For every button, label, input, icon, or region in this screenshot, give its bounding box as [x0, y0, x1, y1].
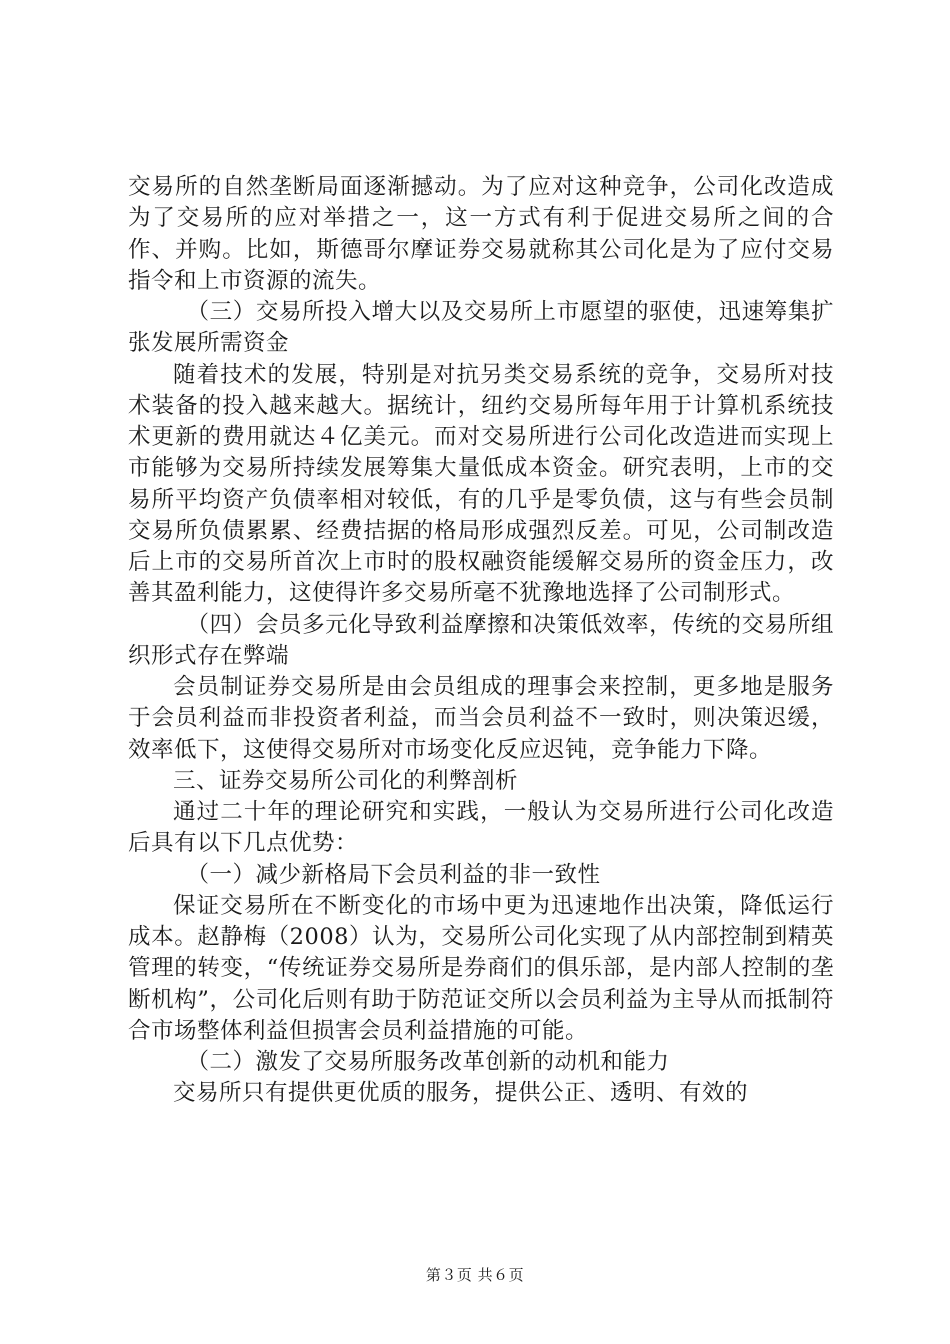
- paragraph: 保证交易所在不断变化的市场中更为迅速地作出决策，降低运行成本。赵静梅（2008）认为，交易所公司化实现了从内部控制到精英管理的转变，“传统证券交易所是券商们的俱乐部，是内部人控制的垄断机构”，公司化后则有助于防范证交所以会员利益为主导从而抵制符合市场整体利益但损害会员利益措施的可能。: [128, 892, 834, 1044]
- paragraph: 交易所的自然垄断局面逐渐撼动。为了应对这种竞争，公司化改造成为了交易所的应对举措之一，这一方式有利于促进交易所之间的合作、并购。比如，斯德哥尔摩证券交易就称其公司化是为了应付交易指令和上市资源的流失。: [128, 174, 834, 294]
- section-heading: （三）交易所投入增大以及交易所上市愿望的驱使，迅速筹集扩张发展所需资金: [128, 299, 834, 357]
- chapter-heading: 三、证券交易所公司化的利弊剖析: [173, 767, 519, 794]
- paragraph: 交易所只有提供更优质的服务，提供公正、透明、有效的: [173, 1080, 749, 1107]
- document-body: [128, 172, 834, 1110]
- section-heading: （一）减少新格局下会员利益的非一致性: [186, 861, 601, 888]
- section-heading: （二）激发了交易所服务改革创新的动机和能力: [186, 1049, 670, 1075]
- page-number: 第３页 共６页: [425, 1266, 525, 1284]
- paragraph: 随着技术的发展，特别是对抗另类交易系统的竞争，交易所对技术装备的投入越来越大。据统计，纽约交易所每年用于计算机系统技术更新的费用就达４亿美元。而对交易所进行公司化改造进而实现上市能够为交易所持续发展筹集大量低成本资金。研究表明，上市的交易所平均资产负债率相对较低，有的几乎是零负债，这与有些会员制交易所负债累累、经费拮据的格局形成强烈反差。可见，公司制改造后上市的交易所首次上市时的股权融资能缓解交易所的资金压力，改善其盈利能力，这使得许多交易所毫不犹豫地选择了公司制形式。: [128, 361, 834, 607]
- section-heading: （四）会员多元化导致利益摩擦和决策低效率，传统的交易所组织形式存在弊端: [128, 611, 834, 669]
- paragraph: 通过二十年的理论研究和实践，一般认为交易所进行公司化改造后具有以下几点优势：: [128, 799, 834, 857]
- paragraph: 会员制证券交易所是由会员组成的理事会来控制，更多地是服务于会员利益而非投资者利益，而当会员利益不一致时，则决策迟缓，效率低下，这使得交易所对市场变化反应迟钝，竞争能力下降。: [128, 674, 834, 763]
